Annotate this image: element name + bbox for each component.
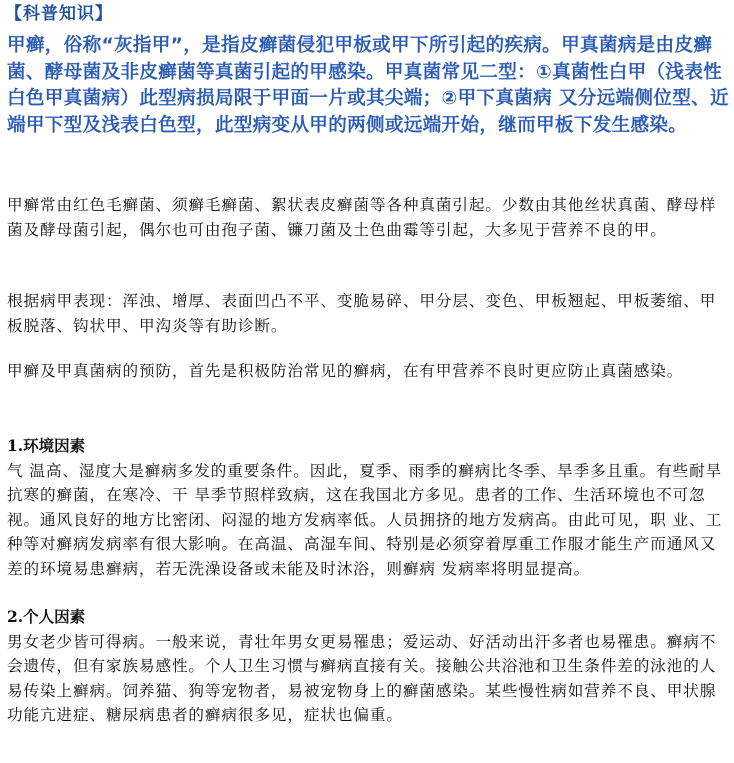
article-title: 【科普知识】 (5, 4, 113, 24)
section-heading-personal: 2.个人因素 (7, 607, 86, 626)
body-paragraph-causes: 甲癣常由红色毛癣菌、须癣毛癣菌、絮状表皮癣菌等各种真菌引起。少数由其他丝状真菌、酵母样菌及酵母菌引起，偶尔也可由孢子菌、镰刀菌及土色曲霉等引起，大多见于营养不良的甲。 (7, 196, 717, 239)
section-text-personal: 男女老少皆可得病。一般来说，青壮年男女更易罹患；爱运动、好活动出汗多者也易罹患。癣病不会遗传，但有家族易感性。个人卫生习惯与癣病直接有关。接触公共浴池和卫生条件差的泳池的人易传染上癣病。饲养猫、狗等宠物者，易被宠物身上的癣菌感染。某些慢性病如营养不良、甲状腺功能亢进症、糖尿病患者的癣病很多见，症状也偏重。 (7, 633, 717, 725)
body-paragraph-prevention: 甲癣及甲真菌病的预防，首先是积极防治常见的癣病，在有甲营养不良时更应防止真菌感染。 (7, 362, 684, 380)
section-text-environment: 气 温高、湿度大是癣病多发的重要条件。因此，夏季、雨季的癣病比冬季、旱季多且重。有些耐旱抗寒的癣菌，在寒冷、干 旱季节照样致病，这在我国北方多见。患者的工作、生活环境也不可忽视。通风良好的地方比密闭、闷湿的地方发病率低。人员拥挤的地方发病高。由此可见，职 业、工种等对癣病发病率有很大影响。在高温、高湿车间、特别是必须穿着厚重工作服才能生产而通风又差的环境易患癣病，若无洗澡设备或未能及时沐浴，则癣病 发病率将明显提高。 (7, 462, 723, 578)
intro-paragraph: 甲癣，俗称“灰指甲”，是指皮癣菌侵犯甲板或甲下所引起的疾病。甲真菌病是由皮癣菌、酵母菌及非皮癣菌等真菌引起的甲感染。甲真菌常见二型：①真菌性白甲（浅表性白色甲真菌病）此型病损局限于甲面一片或其尖端；②甲下真菌病 又分远端侧位型、近端甲下型及浅表白色型，此型病变从甲的两侧或远端开始，继而甲板下发生感染。 (7, 35, 729, 136)
section-heading-environment: 1.环境因素 (7, 436, 86, 455)
body-paragraph-diagnosis: 根据病甲表现：浑浊、增厚、表面凹凸不平、变脆易碎、甲分层、变色、甲板翘起、甲板萎缩、甲板脱落、钩状甲、甲沟炎等有助诊断。 (7, 292, 717, 335)
